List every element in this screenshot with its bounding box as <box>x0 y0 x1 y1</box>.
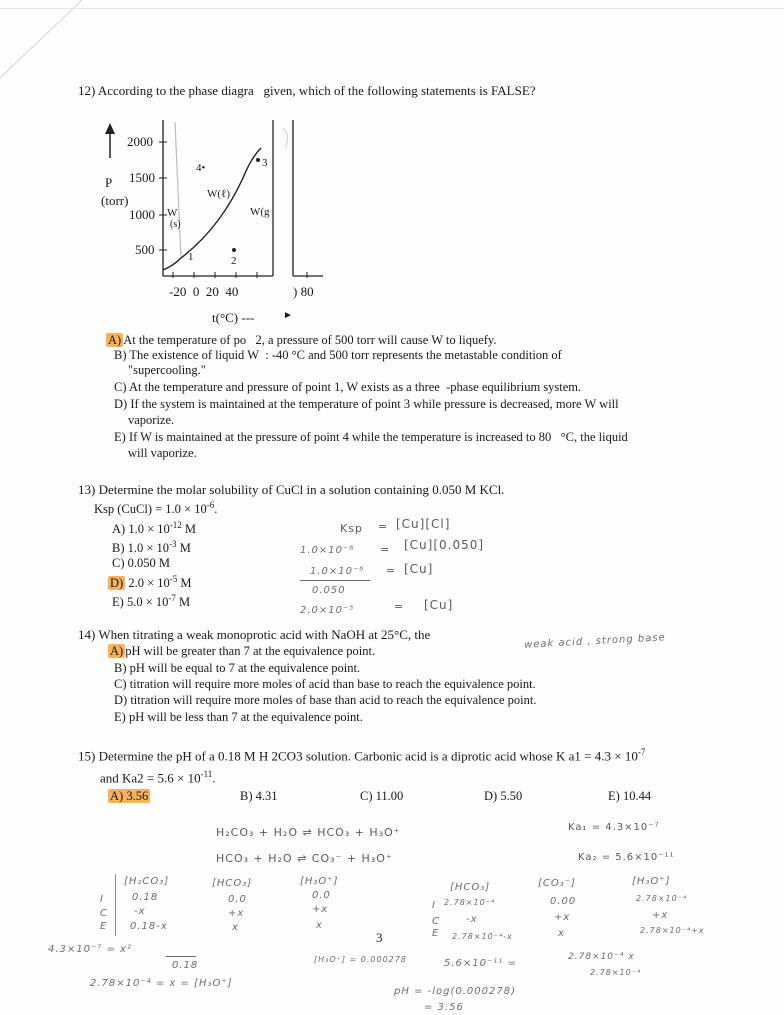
page-number: 3 <box>376 930 383 945</box>
ice1-header-hco3: [HCO₃] <box>212 878 253 889</box>
q12-option-d-text: If the system is maintained at the temperature of point 3 while pressure is decreased, more W will <box>130 397 619 411</box>
q12-option-d-letter: D) <box>114 397 128 411</box>
q15-ph-line: pH = -log(0.000278) <box>394 986 516 997</box>
q15-option-b[interactable]: B) 4.31 <box>240 789 278 803</box>
q15-option-c[interactable]: C) 11.00 <box>360 789 404 803</box>
ice2-hco3-i: 2.78×10⁻⁴ <box>444 898 496 907</box>
q15-calc-5-denominator: 2.78×10⁻⁴ <box>590 968 642 977</box>
q13-work-cu: [Cu] <box>404 562 434 576</box>
q12-option-b-text: The existence of liquid W : -40 °C and 500 torr represents the metastable condition of <box>129 348 562 362</box>
ice2-h3o-e: 2.78×10⁻⁴+x <box>640 926 705 935</box>
ice2-hco3-e: 2.78×10⁻⁴-x <box>452 932 513 941</box>
x-axis-label: t(°C) --- <box>212 310 255 325</box>
point-2-label: 2 <box>231 255 237 267</box>
ice2-h3o-c: +x <box>652 910 669 921</box>
q12-option-e-cont: will vaporize. <box>128 446 197 460</box>
q12-option-a-letter: A) <box>108 333 122 347</box>
region-gas: W(g <box>250 206 270 218</box>
ice2-co3-i: 0.00 <box>550 896 577 907</box>
q15-work-equation2: HCO₃ + H₂O ⇌ CO₃⁻ + H₃O⁺ <box>216 852 393 865</box>
q12-option-d[interactable] <box>114 397 619 412</box>
q13-option-d[interactable]: D) $2.0 \times 10^{-5}$ M <box>110 574 192 591</box>
q15-calc-3: [H₃O⁺] = 0.000278 <box>314 955 407 964</box>
ice1-h3o-e: x <box>316 920 323 931</box>
q12-option-a-text: At the temperature of po 2, a pressure of 500 torr will cause W to liquefy. <box>123 333 497 347</box>
ice2-hco3-c: -x <box>466 914 478 925</box>
ice2-h3o-i: 2.78×10⁻⁴ <box>636 894 688 903</box>
x-ticks: -20 0 20 40 <box>169 284 239 299</box>
ice2-header-h3o: [H₃O⁺] <box>632 876 671 887</box>
x-axis-arrow: ► <box>283 310 293 321</box>
q12-option-c[interactable] <box>114 380 581 395</box>
q14-question: 14) When titrating a weak monoprotic acid with NaOH at 25°C, the <box>78 627 431 642</box>
q15-ph-result: = 3.56 <box>424 1002 464 1013</box>
q13-option-e[interactable]: E) $5.0 \times 10^{-7}$ M <box>112 593 191 610</box>
ice2-row-c: C <box>432 916 440 927</box>
q13-work-eq3: = <box>386 564 397 577</box>
q14-option-d[interactable]: D) titration will require more moles of base than acid to reach the equivalence point. <box>114 693 537 707</box>
q14-option-b[interactable]: B) pH will be equal to 7 at the equivalence point. <box>114 661 361 675</box>
y-label-p: P <box>105 175 113 190</box>
ice1-hco3-i: 0.0 <box>228 894 247 905</box>
region-liquid: W(ℓ) <box>207 188 230 200</box>
q15-option-a-highlight: A) 3.56 <box>110 789 149 803</box>
q13-work-eq2: = <box>380 543 391 556</box>
q12-option-b-letter: B) <box>114 348 127 362</box>
q13-work-value1: 1.0×10⁻⁶ <box>300 545 355 556</box>
q12-option-c-letter: C) <box>114 380 127 394</box>
q12-option-e[interactable] <box>114 430 628 445</box>
q15-calc-1: 4.3×10⁻⁷ = x² <box>48 944 132 955</box>
q13-work-cu-cl: [Cu][Cl] <box>396 517 451 531</box>
q13-work-eq1: = <box>378 520 389 533</box>
q15-calc-2: 2.78×10⁻⁴ = x = [H₃O⁺] <box>90 978 233 989</box>
ice1-h2co3-e: 0.18-x <box>130 921 168 932</box>
q15-option-a[interactable] <box>108 789 150 804</box>
ice1-row-i: I <box>100 894 104 905</box>
q15-calc-1-denominator: 0.18 <box>172 960 199 971</box>
q13-fraction-line <box>300 580 370 581</box>
y-tick-1500: 1500 <box>129 170 155 185</box>
q13-work-cu-conc: [Cu][0.050] <box>404 538 485 552</box>
y-tick-2000: 2000 <box>127 134 153 149</box>
q14-option-e[interactable]: E) pH will be less than 7 at the equivalence point. <box>114 710 363 724</box>
region-solid-w: W <box>167 207 178 219</box>
y-label-unit: (torr) <box>101 193 129 208</box>
q13-work-result: 2.0×10⁻⁵ <box>300 605 355 616</box>
point-4-label: 4• <box>196 162 206 174</box>
q15-option-d[interactable]: D) 5.50 <box>484 789 523 803</box>
ice2-co3-c: +x <box>554 912 571 923</box>
q13-work-value2: 1.0×10⁻⁶ <box>310 566 365 577</box>
ice1-h3o-c: +x <box>312 904 329 915</box>
ice2-co3-e: x <box>558 928 565 939</box>
q13-option-b[interactable]: B) $1.0 \times 10^{-3}$ M <box>112 539 191 556</box>
q15-question-line1: 15) Determine the pH of a 0.18 M H 2CO3 solution. Carbonic acid is a diprotic acid whose K $a1 = 4.3 \times 10^{-7}$ <box>78 747 646 764</box>
q15-work-ka2: Ka₂ = 5.6×10⁻¹¹ <box>578 852 675 863</box>
ice1-h2co3-i: 0.18 <box>132 892 159 903</box>
q14-option-c[interactable]: C) titration will require more moles of acid than base to reach the equivalence point. <box>114 677 536 691</box>
q15-calc-fraction <box>166 956 196 957</box>
phase-diagram <box>95 118 335 333</box>
q15-work-ka1: Ka₁ = 4.3×10⁻⁷ <box>568 822 660 833</box>
q13-option-a[interactable]: A) $1.0 \times 10^{-12}$ M <box>112 520 197 537</box>
q13-question: 13) Determine the molar solubility of CuCl in a solution containing 0.050 M KCl. <box>78 482 505 497</box>
q12-option-b-cont: "supercooling." <box>128 363 206 377</box>
y-tick-1000: 1000 <box>129 207 155 222</box>
ice1-divider <box>115 874 116 936</box>
y-tick-500: 500 <box>135 242 155 257</box>
q12-option-e-text: If W is maintained at the pressure of point 4 while the temperature is increased to 80 °C, the liquid <box>128 430 628 444</box>
x-tick-80: ) 80 <box>293 284 314 299</box>
ice2-row-e: E <box>432 928 440 939</box>
q13-option-d-letter: D) <box>110 576 124 591</box>
q14-option-a[interactable] <box>108 644 375 659</box>
q12-option-c-text: At the temperature and pressure of point 1, W exists as a three -phase equilibrium system. <box>128 380 582 394</box>
page-fold-mark <box>0 0 120 80</box>
q15-option-e[interactable]: E) 10.44 <box>608 789 652 803</box>
q15-calc-5: 2.78×10⁻⁴ x <box>568 952 635 962</box>
point-3-label: 3 <box>262 157 268 169</box>
q15-calc-4: 5.6×10⁻¹¹ = <box>444 958 517 969</box>
q13-option-c[interactable]: C) 0.050 M <box>112 556 170 570</box>
q15-question-line2: and $Ka2 = 5.6 \times 10^{-11}$. <box>100 769 216 786</box>
ice2-row-i: I <box>432 900 436 911</box>
q13-ksp-line: Ksp (CuCl) = $1.0 \times 10^{-6}$. <box>94 500 218 517</box>
q13-work-denominator: 0.050 <box>312 585 346 596</box>
q13-work-eq4: = <box>394 600 405 613</box>
ice2-header-co3: [CO₃⁻] <box>538 878 576 889</box>
q12-option-b[interactable] <box>114 348 562 363</box>
q12-option-d-cont: vaporize. <box>128 413 175 427</box>
point-1-label: 1 <box>188 251 194 263</box>
q13-work-cu-result: [Cu] <box>424 598 454 612</box>
q14-option-a-letter: A) <box>110 644 124 658</box>
ice1-h3o-i: 0.0 <box>312 890 331 901</box>
top-edge-line <box>0 8 784 9</box>
ice1-header-h2co3: [H₂CO₃] <box>124 876 170 887</box>
ice1-header-h3o: [H₃O⁺] <box>300 876 339 887</box>
ice1-row-e: E <box>100 921 108 932</box>
region-solid-s: (s) <box>170 219 181 230</box>
q12-option-e-letter: E) <box>114 430 126 444</box>
q15-work-equation1: H₂CO₃ + H₂O ⇌ HCO₃ + H₃O⁺ <box>216 826 401 839</box>
ice1-hco3-e: x <box>232 922 239 933</box>
ice2-header-hco3: [HCO₃] <box>450 882 491 893</box>
ice1-hco3-c: +x <box>228 908 245 919</box>
ice1-row-c: C <box>100 908 108 919</box>
q13-work-ksp: Ksp <box>340 522 363 535</box>
q14-note: weak acid , strong base <box>523 632 666 651</box>
q12-option-a[interactable] <box>106 333 496 348</box>
q14-option-a-text: pH will be greater than 7 at the equivalence point. <box>125 644 376 658</box>
q12-question: 12) According to the phase diagra given, which of the following statements is FALSE? <box>78 83 536 98</box>
ice1-h2co3-c: -x <box>134 906 146 917</box>
